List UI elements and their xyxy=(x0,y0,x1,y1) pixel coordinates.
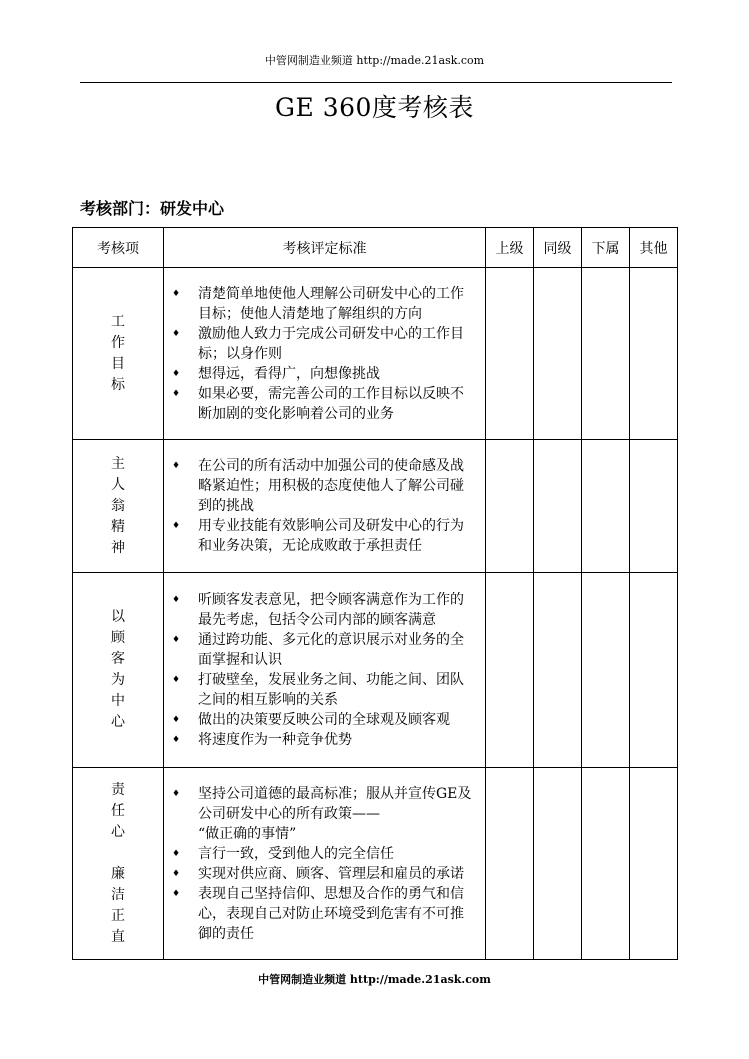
score-cell-superior[interactable] xyxy=(486,268,534,440)
criteria-item: ♦ 想得远，看得广，向想像挑战 xyxy=(170,364,477,384)
score-cell-other[interactable] xyxy=(630,268,678,440)
criteria-list xyxy=(170,590,477,750)
criteria-item: ♦ 用专业技能有效影响公司及研发中心的行为和业务决策，无论成败敢于承担责任 xyxy=(170,516,477,556)
score-cell-subordinate[interactable] xyxy=(582,768,630,960)
score-cell-subordinate[interactable] xyxy=(582,268,630,440)
page-footer: 中管网制造业频道 http://made.21ask.com xyxy=(258,973,491,986)
criteria-item: ♦ 清楚简单地使他人理解公司研发中心的工作目标；使他人清楚地了解组织的方向 xyxy=(170,284,477,324)
criteria-list xyxy=(170,784,477,944)
category-char xyxy=(73,843,163,864)
criteria-item: ♦ 在公司的所有活动中加强公司的使命感及战略紧迫性；用积极的态度使他人了解公司碰到的挑战 xyxy=(170,456,477,516)
table-row xyxy=(73,268,678,440)
assessment-table xyxy=(72,227,678,960)
column-header-item: 考核项 xyxy=(73,228,164,268)
criteria-list xyxy=(170,456,477,556)
column-header-peer: 同级 xyxy=(534,228,582,268)
criteria-item: ♦ 将速度作为一种竞争优势 xyxy=(170,730,477,750)
criteria-item: ♦ 坚持公司道德的最高标准；服从并宣传GE及公司研发中心的所有政策—— xyxy=(170,784,477,824)
category-char: 为 xyxy=(111,672,125,688)
criteria-item: ♦ 激励他人致力于完成公司研发中心的工作目标；以身作则 xyxy=(170,324,477,364)
score-cell-superior[interactable] xyxy=(486,573,534,768)
category-char: 神 xyxy=(111,539,125,556)
score-cell-subordinate[interactable] xyxy=(582,440,630,573)
criteria-cell xyxy=(164,573,486,768)
criteria-item: ♦ 表现自己坚持信仰、思想及合作的勇气和信心，表现自己对防止环境受到危害有不可推御的责任 xyxy=(170,884,477,944)
criteria-item: “做正确的事情” xyxy=(198,825,297,842)
category-cell xyxy=(73,440,164,573)
category-char: 廉 xyxy=(111,865,125,882)
criteria-item: ♦ 实现对供应商、顾客、管理层和雇员的承诺 xyxy=(170,864,477,884)
column-header-other: 其他 xyxy=(630,228,678,268)
column-header-superior: 上级 xyxy=(486,228,534,268)
score-cell-peer[interactable] xyxy=(534,268,582,440)
category-char: 洁 xyxy=(111,886,125,903)
category-cell xyxy=(73,768,164,960)
category-char: 翁 xyxy=(111,497,125,514)
score-cell-superior[interactable] xyxy=(486,768,534,960)
category-char: 顾 xyxy=(111,630,125,646)
category-char: 精 xyxy=(111,518,125,535)
page-header: 中管网制造业频道 http://made.21ask.com xyxy=(264,54,485,67)
category-char: 工 xyxy=(111,313,125,330)
category-char: 正 xyxy=(111,907,125,924)
category-char: 作 xyxy=(111,334,125,351)
category-char: 心 xyxy=(111,823,125,840)
category-char: 标 xyxy=(111,376,125,393)
score-cell-other[interactable] xyxy=(630,440,678,573)
category-char: 主 xyxy=(111,455,125,472)
criteria-item: ♦ 如果必要，需完善公司的工作目标以反映不断加剧的变化影响着公司的业务 xyxy=(170,384,477,424)
header-rule xyxy=(80,82,672,83)
criteria-list xyxy=(170,284,477,424)
criteria-item: ♦ 做出的决策要反映公司的全球观及顾客观 xyxy=(170,710,477,730)
category-cell xyxy=(73,268,164,440)
category-char: 客 xyxy=(111,651,125,667)
score-cell-peer[interactable] xyxy=(534,768,582,960)
category-char: 目 xyxy=(111,355,125,372)
table-row xyxy=(73,573,678,768)
score-cell-subordinate[interactable] xyxy=(582,573,630,768)
category-cell xyxy=(73,573,164,768)
criteria-cell xyxy=(164,268,486,440)
category-char: 责 xyxy=(111,781,125,798)
score-cell-other[interactable] xyxy=(630,573,678,768)
category-char: 以 xyxy=(111,609,125,625)
criteria-item: ♦ 听顾客发表意见，把令顾客满意作为工作的最先考虑，包括令公司内部的顾客满意 xyxy=(170,590,477,630)
department-label: 考核部门：研发中心 xyxy=(80,199,225,218)
criteria-item: ♦ 通过跨功能、多元化的意识展示对业务的全面掌握和认识 xyxy=(170,630,477,670)
criteria-cell xyxy=(164,440,486,573)
column-header-subordinate: 下属 xyxy=(582,228,630,268)
score-cell-peer[interactable] xyxy=(534,440,582,573)
score-cell-peer[interactable] xyxy=(534,573,582,768)
criteria-item: ♦ 言行一致，受到他人的完全信任 xyxy=(170,844,477,864)
score-cell-superior[interactable] xyxy=(486,440,534,573)
category-char: 任 xyxy=(111,802,125,819)
table-row xyxy=(73,440,678,573)
table-row xyxy=(73,768,678,960)
column-header-criteria: 考核评定标准 xyxy=(164,228,486,268)
category-char: 直 xyxy=(111,928,125,945)
criteria-item: ♦ 打破壁垒，发展业务之间、功能之间、团队之间的相互影响的关系 xyxy=(170,670,477,710)
category-char: 中 xyxy=(111,693,125,709)
score-cell-other[interactable] xyxy=(630,768,678,960)
category-char: 心 xyxy=(111,714,125,730)
criteria-cell xyxy=(164,768,486,960)
page-title: GE 360度考核表 xyxy=(275,93,474,122)
table-header-row xyxy=(73,228,678,268)
category-char: 人 xyxy=(111,476,125,493)
